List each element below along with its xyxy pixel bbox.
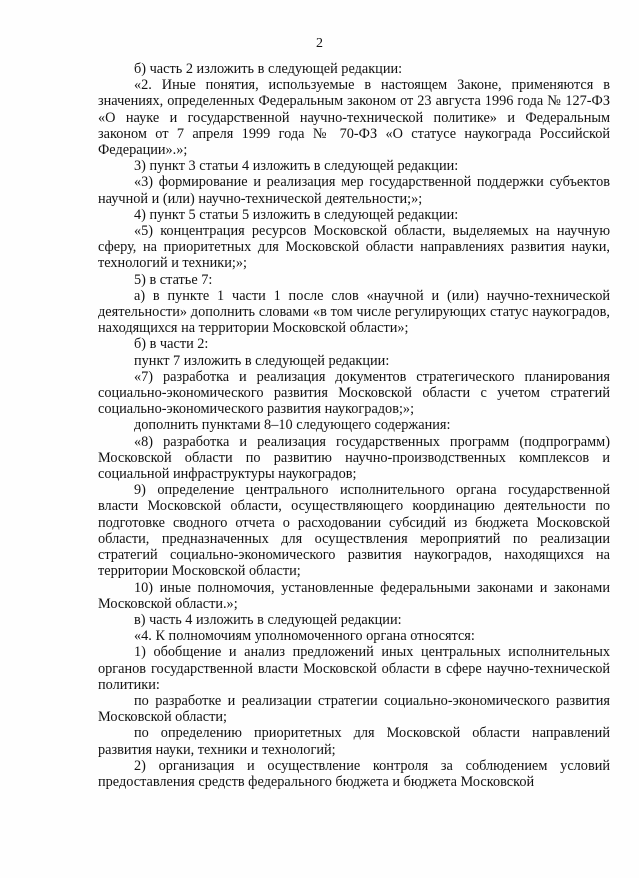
paragraph: дополнить пунктами 8–10 следующего содержания: bbox=[134, 417, 451, 434]
paragraph: «3) формирование и реализация мер государственной поддержки субъектов научной и (или) научно-технической деятельности;»; bbox=[98, 174, 610, 207]
paragraph: «7) разработка и реализация документов стратегического планирования социально-экономического развития Московской области с учетом стратегий социально-экономического развития наукоградов;»; bbox=[98, 368, 610, 418]
paragraph: 4) пункт 5 статьи 5 изложить в следующей редакции: bbox=[134, 206, 459, 223]
paragraph: в) часть 4 изложить в следующей редакции: bbox=[134, 611, 402, 628]
paragraph: 5) в статье 7: bbox=[134, 271, 213, 288]
paragraph: по определению приоритетных для Московской области направлений развития науки, техники и технологий; bbox=[98, 725, 610, 758]
paragraph: 2) организация и осуществление контроля за соблюдением условий предоставления средств федерального бюджета и бюджета Московской bbox=[98, 757, 610, 790]
paragraph: 3) пункт 3 статьи 4 изложить в следующей редакции: bbox=[134, 158, 459, 175]
paragraph: по разработке и реализации стратегии социально-экономического развития Московской области; bbox=[98, 692, 610, 726]
document-body bbox=[98, 61, 610, 790]
paragraph: 1) обобщение и анализ предложений иных центральных исполнительных органов государственной власти Московской области в сфере научно-технической политики: bbox=[98, 644, 610, 693]
paragraph: 10) иные полномочия, установленные федеральными законами и законами Московской области.»; bbox=[98, 579, 610, 612]
paragraph: 9) определение центрального исполнительного органа государственной власти Московской области, осуществляющего координацию деятельности по подготовке сводного отчета о расходовании субсидий из бюджета Московской области, предназначенных для осуществления мероприятий по реализации стратегий социально-экономического развития наукоградов, находящихся на территории Московской области; bbox=[98, 482, 610, 580]
paragraph: «4. К полномочиям уполномоченного органа относятся: bbox=[134, 628, 475, 645]
paragraph: «8) разработка и реализация государственных программ (подпрограмм) Московской области по развитию научно-производственных комплексов и социальной инфраструктуры наукоградов; bbox=[98, 433, 610, 483]
paragraph: б) в части 2: bbox=[134, 336, 209, 353]
page-number: 2 bbox=[316, 36, 323, 51]
paragraph: б) часть 2 изложить в следующей редакции: bbox=[134, 61, 403, 77]
paragraph: «2. Иные понятия, используемые в настоящем Законе, применяются в значениях, определенных Федеральным законом от 23 августа 1996 года № 127-ФЗ «О науке и государственной научно-технической политике» и Федеральным законом от 7 апреля 1999 года № 70-ФЗ «О статусе наукограда Российской Федерации».»; bbox=[98, 77, 610, 159]
paragraph: «5) концентрация ресурсов Московской области, выделяемых на научную сферу, на приоритетных для Московской области направлениях развития науки, технологий и техники;»; bbox=[98, 223, 610, 272]
paragraph: а) в пункте 1 части 1 после слов «научной и (или) научно-технической деятельности» дополнить словами «в том числе регулирующих статус наукоградов, находящихся на территории Московской области»; bbox=[98, 287, 610, 337]
paragraph: пункт 7 изложить в следующей редакции: bbox=[134, 352, 390, 369]
